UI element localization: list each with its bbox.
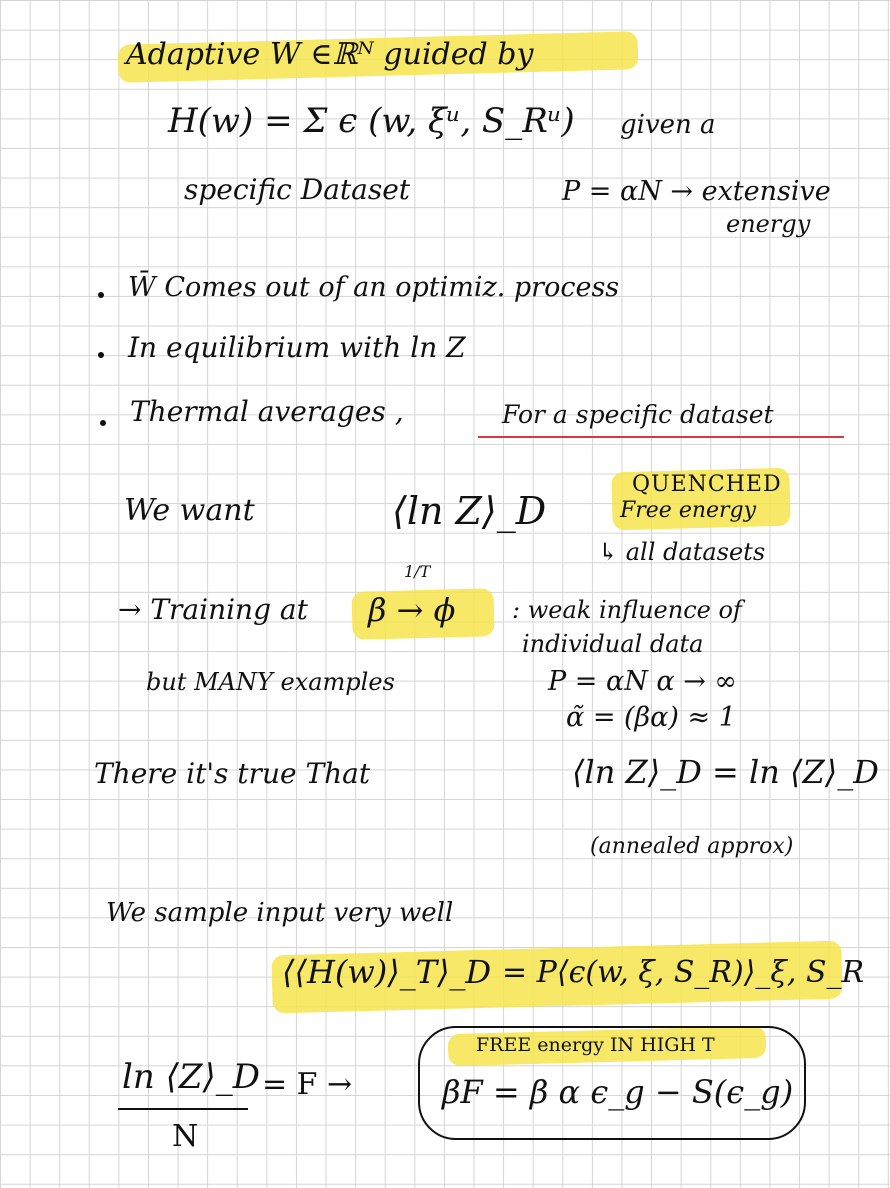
free-energy-label: Free energy [620, 498, 757, 523]
individual-data-text: individual data [522, 630, 704, 658]
annealed-approx-text: (annealed approx) [590, 834, 794, 859]
alpha-tilde-text: α̃ = (βα) ≈ 1 [566, 702, 736, 733]
red-underline [478, 436, 844, 438]
there-true-text: There it's true That [94, 757, 371, 790]
bullet-3-text-b: For a specific dataset [502, 400, 774, 429]
bullet-dot-2 [98, 352, 104, 358]
bullet-1-text: W̄ Comes out of an optimiz. process [128, 272, 620, 303]
fe-high-t-label: FREE energy IN HIGH T [476, 1034, 715, 1056]
given-a-text: given a [620, 110, 716, 140]
we-want-text: We want [124, 493, 255, 528]
hamiltonian-formula: H(w) = Σ ϵ (w, ξᵘ, S_Rᵘ) [168, 101, 575, 141]
double-average-lhs: ⟨⟨H(w)⟩_T⟩_D [282, 953, 492, 991]
fraction-bar [118, 1108, 248, 1110]
ln-z-d-formula: ⟨ln Z⟩_D [392, 489, 547, 533]
weak-influence-text: : weak influence of [512, 596, 742, 624]
ln-z-over-n-numerator: ln ⟨Z⟩_D [122, 1057, 260, 1097]
we-sample-text: We sample input very well [106, 898, 454, 928]
n-denominator: N [172, 1119, 199, 1154]
all-datasets-text: ↳ all datasets [598, 538, 766, 566]
p-alpha-n-text: P = αN → extensive [562, 176, 831, 207]
but-many-text: but MANY examples [146, 668, 395, 696]
beta-to-zero: β → ϕ [368, 591, 456, 629]
bullet-3-text-a: Thermal averages , [130, 395, 404, 428]
annealed-equation: ⟨ln Z⟩_D = ln ⟨Z⟩_D [572, 753, 879, 791]
double-average-rhs: = P⟨ϵ(w, ξ, S_R)⟩_ξ, S_R [502, 955, 865, 990]
equals-f-arrow: = F → [262, 1067, 353, 1102]
title-line: Adaptive W ∈ℝᴺ guided by [126, 37, 534, 72]
quenched-label: QUENCHED [632, 472, 782, 497]
beta-f-equation: βF = β α ϵ_g − S(ϵ_g) [442, 1073, 794, 1111]
one-over-t-label: 1/T [404, 562, 431, 581]
energy-text: energy [726, 210, 811, 238]
p-alpha-inf-text: P = αN α → ∞ [548, 666, 737, 697]
bullet-2-text: In equilibrium with ln Z [128, 331, 466, 364]
training-text: → Training at [118, 593, 308, 626]
bullet-dot-1 [98, 292, 104, 298]
bullet-dot-3 [100, 420, 106, 426]
specific-dataset-text: specific Dataset [184, 173, 411, 206]
